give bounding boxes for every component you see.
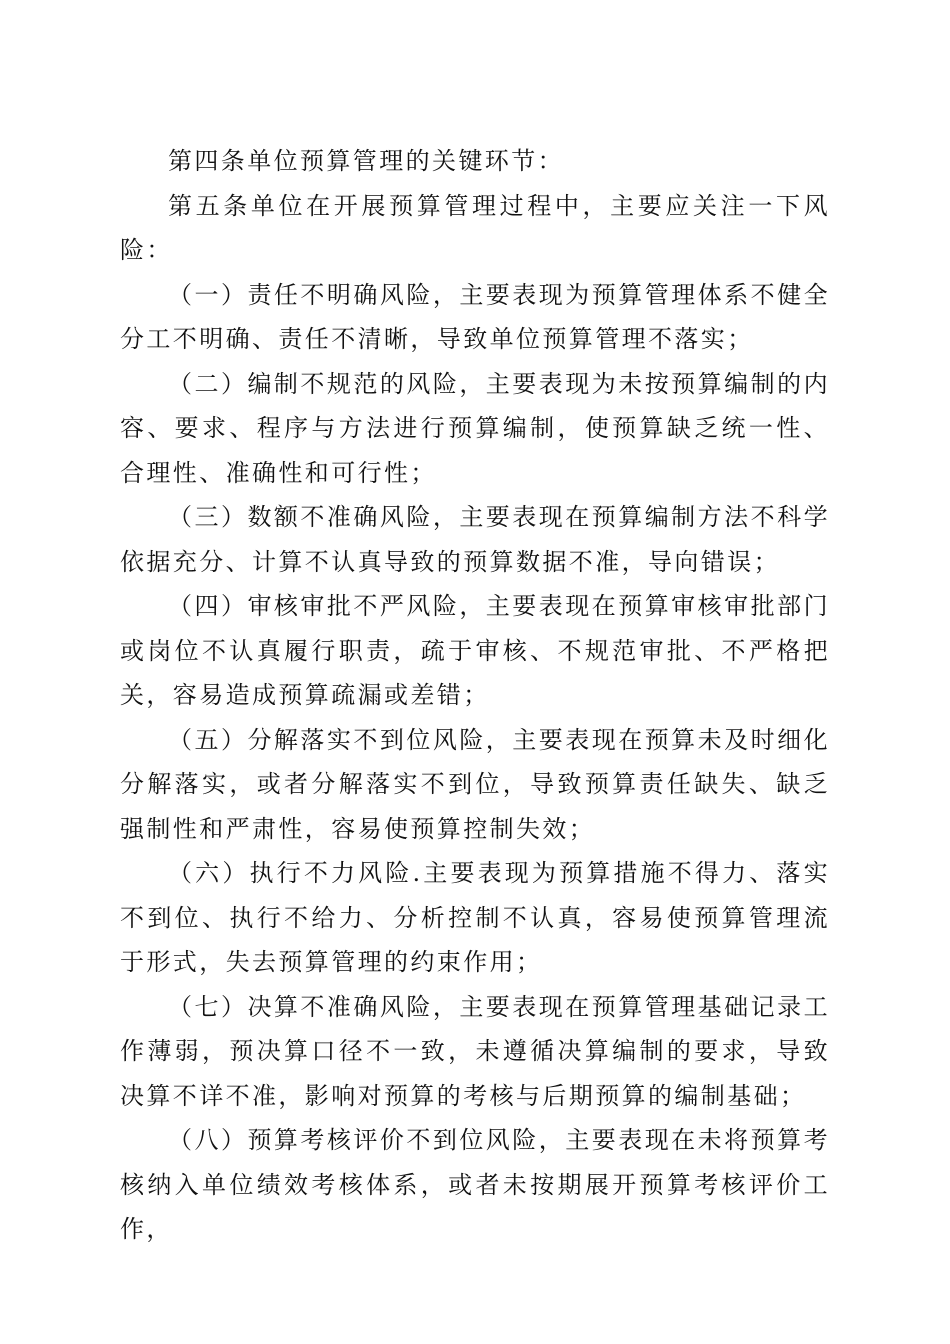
paragraph-risk-8: （八）预算考核评价不到位风险，主要表现在未将预算考核纳入单位绩效考核体系，或者未按期展开预算考核评价工作， [120, 1126, 830, 1243]
paragraph-risk-6: （六）执行不力风险.主要表现为预算措施不得力、落实不到位、执行不给力、分析控制不认真，容易使预算管理流于形式，失去预算管理的约束作用； [120, 859, 830, 976]
paragraph-article-5: 第五条单位在开展预算管理过程中，主要应关注一下风险： [120, 191, 830, 264]
paragraph-risk-7: （七）决算不准确风险，主要表现在预算管理基础记录工作薄弱，预决算口径不一致，未遵循决算编制的要求，导致决算不详不准，影响对预算的考核与后期预算的编制基础； [120, 992, 830, 1110]
document-body [120, 139, 830, 1252]
paragraph-risk-5: （五）分解落实不到位风险，主要表现在预算未及时细化分解落实，或者分解落实不到位，导致预算责任缺失、缺乏强制性和严肃性，容易使预算控制失效； [120, 725, 830, 843]
paragraph-article-4: 第四条单位预算管理的关键环节： [168, 147, 564, 175]
paragraph-risk-4: （四）审核审批不严风险，主要表现在预算审核审批部门或岗位不认真履行职责，疏于审核、不规范审批、不严格把关，容易造成预算疏漏或差错； [120, 592, 830, 709]
paragraph-risk-3: （三）数额不准确风险，主要表现在预算编制方法不科学依据充分、计算不认真导致的预算数据不准，导向错误； [120, 503, 830, 576]
paragraph-risk-2: （二）编制不规范的风险，主要表现为未按预算编制的内容、要求、程序与方法进行预算编制，使预算缺乏统一性、合理性、准确性和可行性； [120, 369, 830, 487]
paragraph-risk-1: （一）责任不明确风险，主要表现为预算管理体系不健全分工不明确、责任不清晰，导致单位预算管理不落实； [120, 280, 830, 353]
